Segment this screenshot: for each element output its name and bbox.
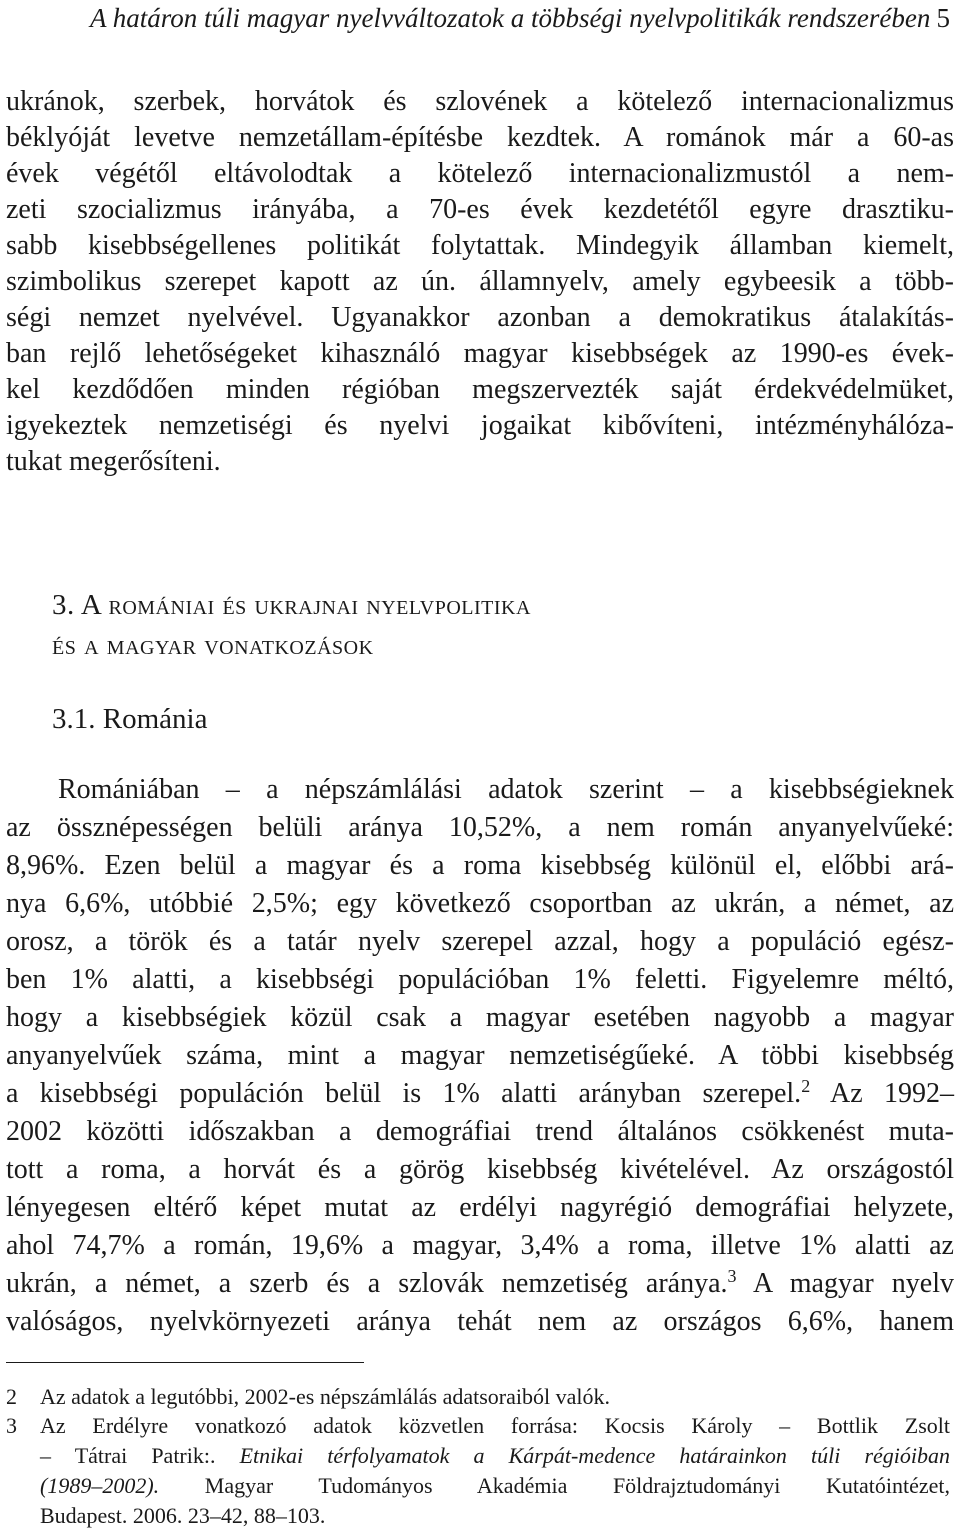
text-line: béklyóját levetve nemzetállam-építésbe kezdtek. A románok már a 60-as [6,122,954,153]
text-line: ségi nemzet nyelvével. Ugyanakkor azonban a demokratikus átalakítás- [6,302,954,333]
text-line: igyekeztek nemzetiségi és nyelvi jogaikat kibővíteni, intézményhálóza- [6,410,954,441]
text-line: kel kezdődően minden régióban megszervezték saját érdekvédelmüket, [6,374,954,405]
footnote-2-text: Az adatok a legutóbbi, 2002-es népszámlálás adatsoraiból valók. [40,1384,610,1409]
text-run: – Tátrai Patrik:. [40,1443,240,1468]
text-line: anyanyelvűek száma, mint a magyar nemzetiségűeké. A többi kisebbség [6,1040,954,1071]
text-line: tukat megerősíteni. [6,446,221,477]
text-run: A magyar nyelv [736,1268,955,1299]
text-line: hogy a kisebbségiek közül csak a magyar esetében nagyobb a magyar [6,1002,954,1033]
text-line: valóságos, nyelvkörnyezeti aránya tehát nem az országos 6,6%, hanem [6,1306,954,1337]
text-line: nya 6,6%, utóbbié 2,5%; egy következő csoportban az ukrán, a német, az [6,888,954,919]
text-line: tott a roma, a horvát és a görög kisebbség kivételével. Az országostól [6,1154,954,1185]
text-line: Romániában – a népszámlálási adatok szerint – a kisebbségieknek [58,774,954,805]
text-line: az össznépességen belüli aránya 10,52%, a nem román anyanyelvűeké: [6,812,954,843]
book-title: Etnikai térfolyamatok a Kárpát-medence határainkon túli régióiban [239,1443,950,1468]
text-line: sabb kisebbségellenes politikát folytattak. Mindegyik államban kiemelt, [6,230,954,261]
text-line: ban rejlő lehetőségeket kihasználó magyar kisebbségek az 1990-es évek- [6,338,954,369]
text-line: ukránok, szerbek, horvátok és szlovének a kötelező internacionalizmus [6,86,954,117]
text-line: 8,96%. Ezen belül a magyar és a roma kisebbség különül el, előbbi ará- [6,850,954,881]
page-number: 5 [936,3,950,33]
footnote-separator [6,1362,364,1363]
footnote-3-line: Az Erdélyre vonatkozó adatok közvetlen forrása: Kocsis Károly – Bottlik Zsolt [40,1413,950,1438]
text-line: ben 1% alatti, a kisebbségi populációban 1% feletti. Figyelemre méltó, [6,964,954,995]
text-line: 2002 közötti időszakban a demográfiai trend általános csökkenést muta- [6,1116,954,1147]
footnote-3-line: Budapest. 2006. 23–42, 88–103. [40,1503,326,1528]
text-line: lényegesen eltérő képet mutat az erdélyi nagyrégió demográfiai helyzete, [6,1192,954,1223]
text-line-with-footnote-ref [6,1076,954,1112]
text-run: Magyar Tudományos Akadémia Földrajztudományi Kutatóintézet, [159,1473,950,1498]
footnote-2-number: 2 [6,1384,17,1409]
footnote-3-line [40,1441,950,1470]
subsection-heading: 3.1. Románia [52,703,208,735]
text-line-with-footnote-ref [6,1266,954,1302]
running-head-title: A határon túli magyar nyelvváltozatok a többségi nyelvpolitikák rendszerében [90,3,931,33]
text-line: évek végétől eltávolodtak a kötelező internacionalizmustól a nem- [6,158,954,189]
section-heading-line-2: és a magyar vonatkozások [52,629,374,661]
text-run: a kisebbségi populáción belül is 1% alatti arányban szerepel. [6,1078,802,1109]
footnote-3-line [40,1471,950,1500]
section-heading-line-1: 3. A romániai és ukrajnai nyelvpolitika [52,589,531,621]
book-title: (1989–2002). [40,1473,160,1498]
running-head [90,0,956,36]
footnote-3-number: 3 [6,1413,17,1438]
footnote-ref-2[interactable]: 2 [801,1076,811,1096]
text-line: orosz, a török és a tatár nyelv szerepel azzal, hogy a populáció egész- [6,926,954,957]
text-line: zeti szocializmus irányába, a 70-es évek kezdetétől egyre drasztiku- [6,194,954,225]
text-run: ukrán, a német, a szerb és a szlovák nemzetiség aránya. [6,1268,728,1299]
text-run: Az 1992– [810,1078,955,1109]
text-line: ahol 74,7% a román, 19,6% a magyar, 3,4% a roma, illetve 1% alatti az [6,1230,954,1261]
text-line: szimbolikus szerepet kapott az ún. államnyelv, amely egybeesik a több- [6,266,954,297]
footnote-ref-3[interactable]: 3 [727,1266,737,1286]
